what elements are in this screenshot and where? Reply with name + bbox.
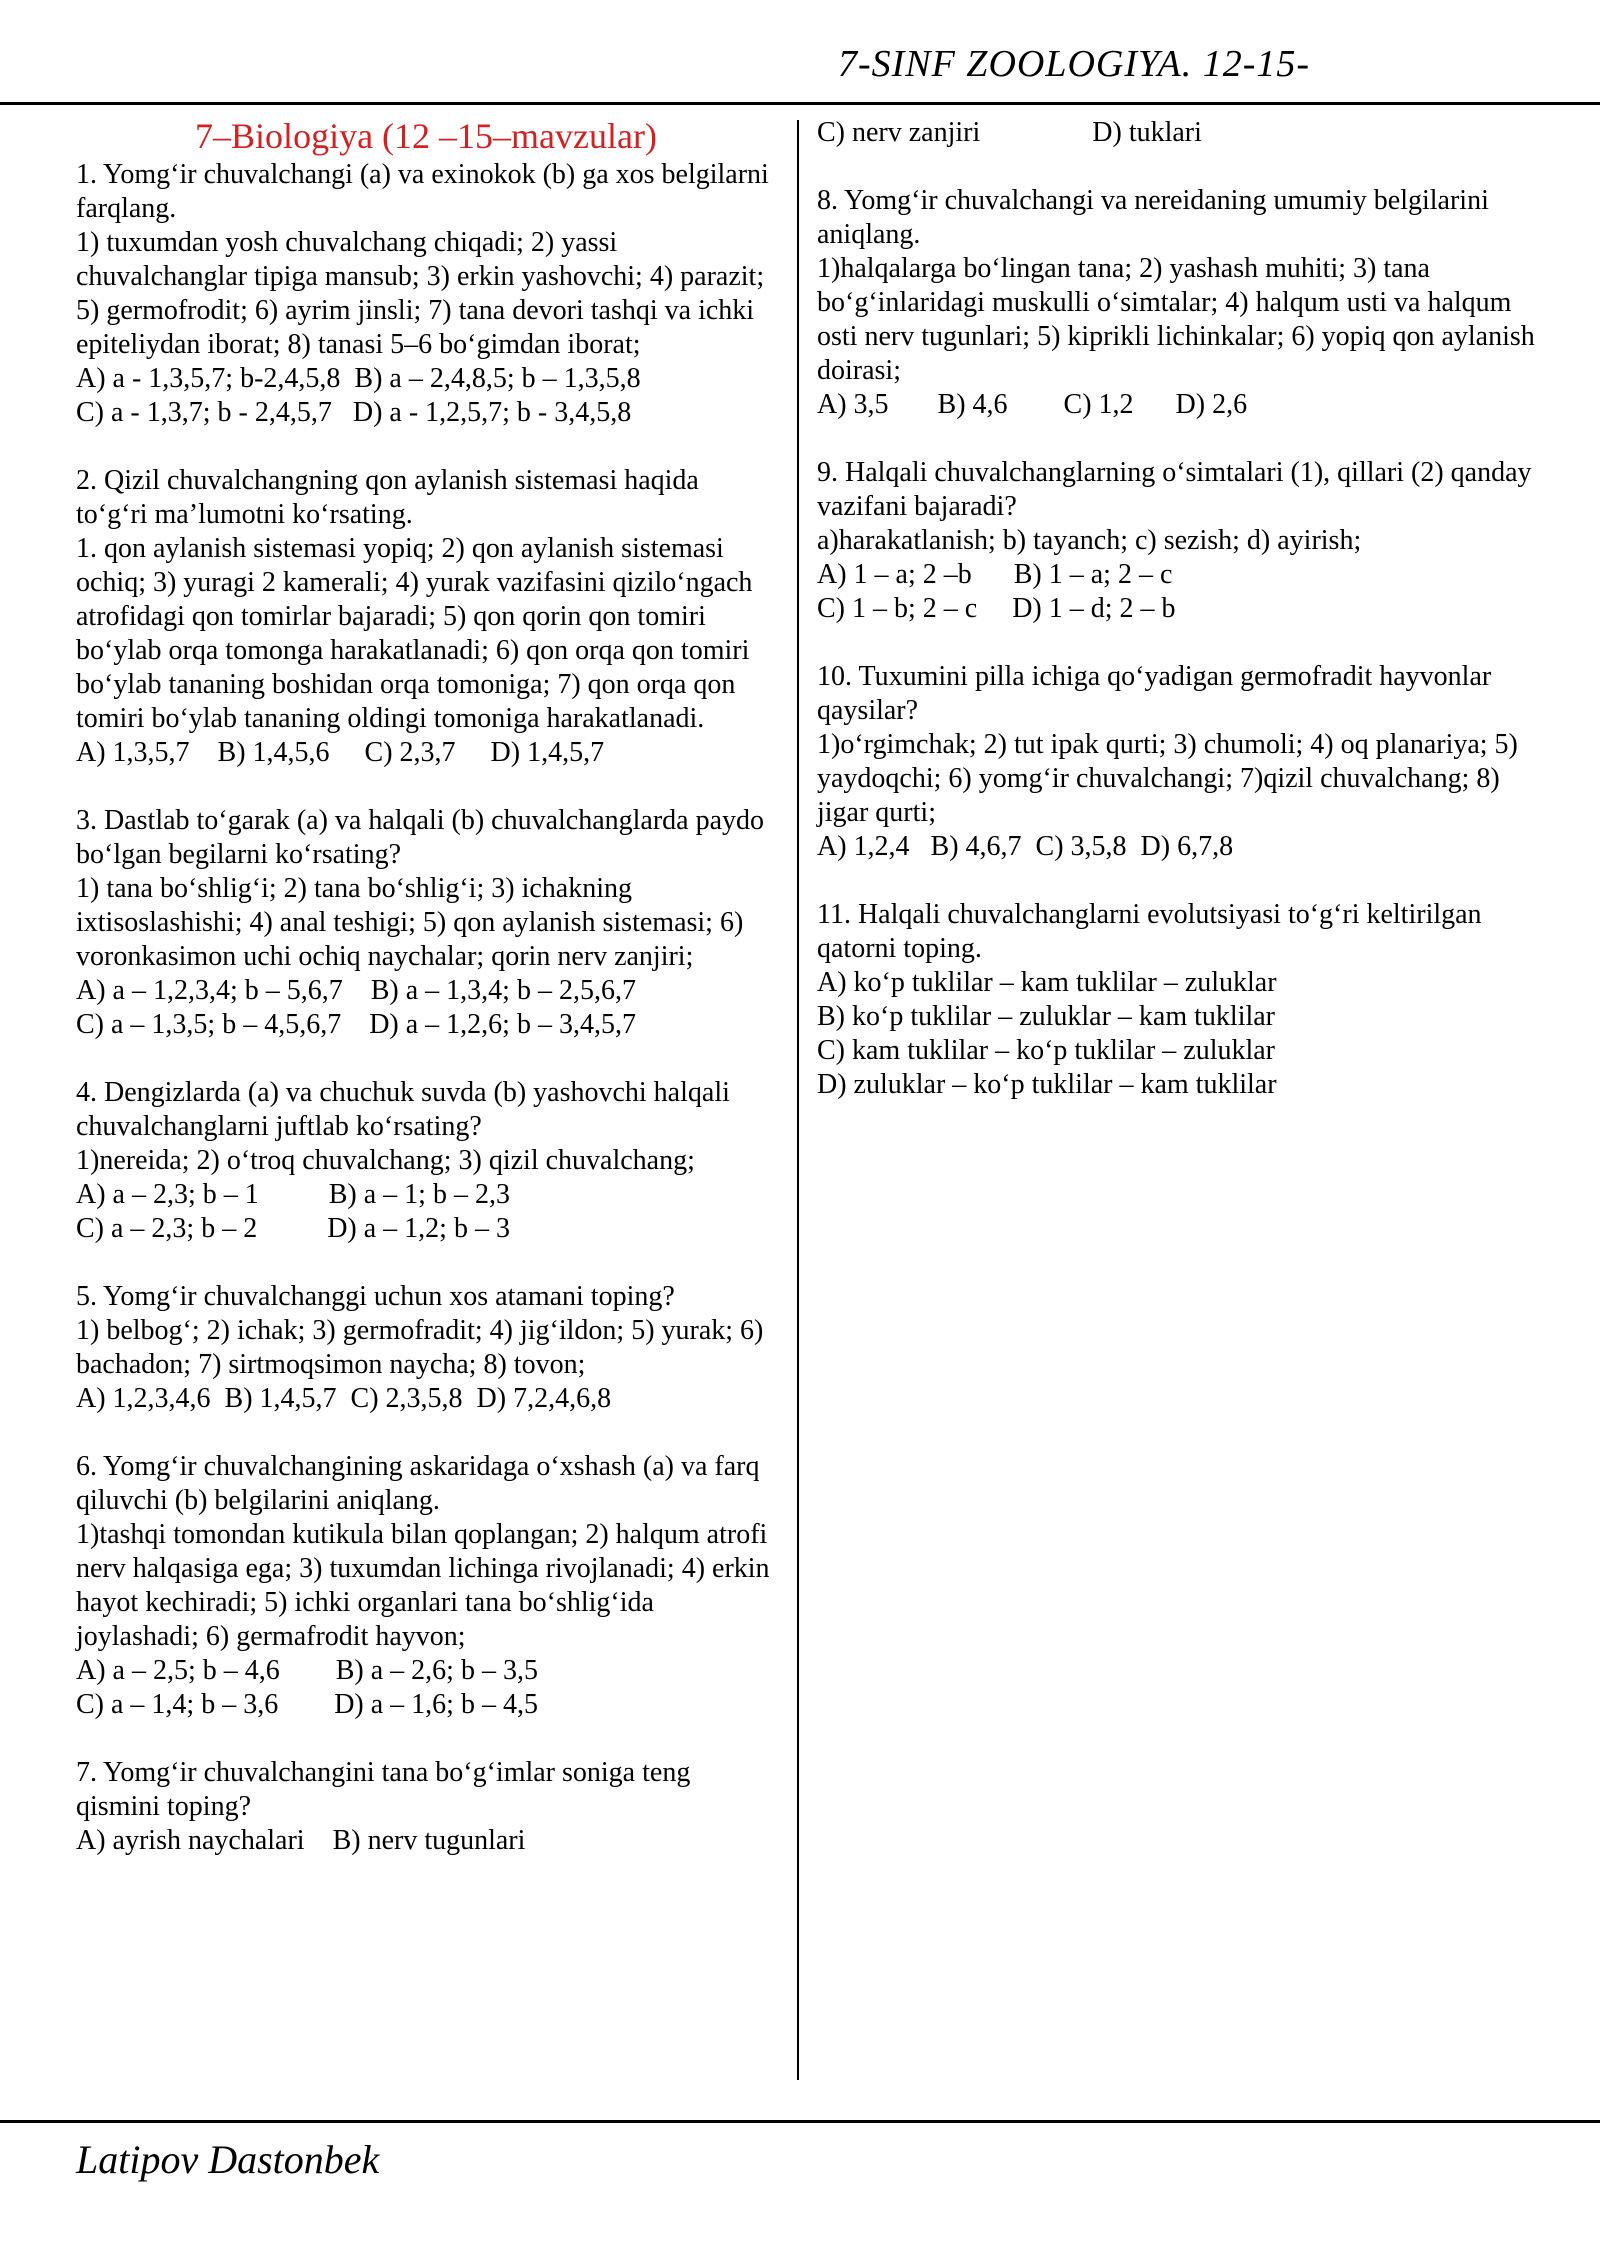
question-block bbox=[76, 464, 776, 770]
footer-rule bbox=[0, 2120, 1600, 2123]
question-items: 1) tana bo‘shlig‘i; 2) tana bo‘shlig‘i; 3) ichakning ixtisoslashishi; 4) anal teshigi; 5) qon aylanish sistemasi; 6) voronkasimon uchi ochiq naychalar; qorin nerv zanjiri; bbox=[76, 873, 744, 972]
footer-author: Latipov Dastonbek bbox=[76, 2137, 380, 2182]
answer-options: A) 3,5 B) 4,6 C) 1,2 D) 2,6 bbox=[817, 389, 1248, 420]
question-text: 8. Yomg‘ir chuvalchangi va nereidaning umumiy belgilarini aniqlang. bbox=[817, 185, 1489, 250]
left-question-list bbox=[76, 158, 776, 1858]
answer-options: A) 1,2,3,4,6 B) 1,4,5,7 C) 2,3,5,8 D) 7,2,4,6,8 bbox=[76, 1383, 612, 1414]
question-items: 1)halqalarga bo‘lingan tana; 2) yashash muhiti; 3) tana bo‘g‘inlaridagi muskulli o‘simtalar; 4) halqum usti va halqum osti nerv tugunlari; 5) kiprikli lichinkalar; 6) yopiq qon aylanish doirasi; bbox=[817, 253, 1535, 386]
column-divider bbox=[797, 120, 799, 2080]
answer-options: B) ko‘p tuklilar – zuluklar – kam tuklilar bbox=[817, 1001, 1276, 1032]
answer-options: A) ayrish naychalari B) nerv tugunlari bbox=[76, 1825, 526, 1856]
answer-options: C) 1 – b; 2 – c D) 1 – d; 2 – b bbox=[817, 593, 1176, 624]
question-block bbox=[76, 1450, 776, 1722]
question-block bbox=[817, 898, 1537, 1102]
answer-options: C) a – 2,3; b – 2 D) a – 1,2; b – 3 bbox=[76, 1213, 510, 1244]
question-items: 1) belbog‘; 2) ichak; 3) germofradit; 4) jig‘ildon; 5) yurak; 6) bachadon; 7) sirtmoqsimon naycha; 8) tovon; bbox=[76, 1315, 764, 1380]
question-items: a)harakatlanish; b) tayanch; c) sezish; d) ayirish; bbox=[817, 525, 1362, 556]
question-items: 1)nereida; 2) o‘troq chuvalchang; 3) qizil chuvalchang; bbox=[76, 1145, 695, 1176]
question-text: 11. Halqali chuvalchanglarni evolutsiyasi to‘g‘ri keltirilgan qatorni toping. bbox=[817, 899, 1482, 964]
question-text: 6. Yomg‘ir chuvalchangining askaridaga o‘xshash (a) va farq qiluvchi (b) belgilarini aniqlang. bbox=[76, 1451, 760, 1516]
answer-options: D) zuluklar – ko‘p tuklilar – kam tuklilar bbox=[817, 1069, 1277, 1100]
question-items: 1) tuxumdan yosh chuvalchang chiqadi; 2) yassi chuvalchanglar tipiga mansub; 3) erkin yashovchi; 4) parazit; 5) germofrodit; 6) ayrim jinsli; 7) tana devori tashqi va ichki epiteliydan iborat; 8) tanasi 5–6 bo‘gimdan iborat; bbox=[76, 227, 765, 360]
question-items: 1)o‘rgimchak; 2) tut ipak qurti; 3) chumoli; 4) oq planariya; 5) yaydoqchi; 6) yomg‘ir chuvalchangi; 7)qizil chuvalchang; 8) jigar qurti; bbox=[817, 729, 1518, 828]
answer-options: A) ko‘p tuklilar – kam tuklilar – zuluklar bbox=[817, 967, 1277, 998]
question-text: 10. Tuxumini pilla ichiga qo‘yadigan germofradit hayvonlar qaysilar? bbox=[817, 661, 1492, 726]
answer-options: C) a – 1,4; b – 3,6 D) a – 1,6; b – 4,5 bbox=[76, 1689, 538, 1720]
left-column bbox=[76, 116, 776, 1892]
header-rule bbox=[0, 102, 1600, 105]
question-items: 1)tashqi tomondan kutikula bilan qoplangan; 2) halqum atrofi nerv halqasiga ega; 3) tuxumdan lichinga rivojlanadi; 4) erkin hayot kechiradi; 5) ichki organlari tana bo‘shlig‘ida joylashadi; 6) germafrodit hayvon; bbox=[76, 1519, 770, 1652]
right-question-list bbox=[817, 116, 1537, 1102]
page-header-title: 7-SINF ZOOLOGIYA. 12-15- bbox=[837, 43, 1310, 85]
answer-options: A) a – 1,2,3,4; b – 5,6,7 B) a – 1,3,4; b – 2,5,6,7 bbox=[76, 975, 636, 1006]
question-text: 2. Qizil chuvalchangning qon aylanish sistemasi haqida to‘g‘ri ma’lumotni ko‘rsating. bbox=[76, 465, 699, 530]
question-block bbox=[76, 158, 776, 430]
question-text: 3. Dastlab to‘garak (a) va halqali (b) chuvalchanglarda paydo bo‘lgan begilarni ko‘rsating? bbox=[76, 805, 765, 870]
answer-options: A) a – 2,5; b – 4,6 B) a – 2,6; b – 3,5 bbox=[76, 1655, 538, 1686]
right-column bbox=[817, 116, 1537, 1136]
question-block bbox=[76, 1076, 776, 1246]
question-block bbox=[817, 456, 1537, 626]
question-text: 4. Dengizlarda (a) va chuchuk suvda (b) yashovchi halqali chuvalchanglarni juftlab ko‘rsating? bbox=[76, 1077, 730, 1142]
answer-options: C) kam tuklilar – ko‘p tuklilar – zuluklar bbox=[817, 1035, 1276, 1066]
question-block bbox=[817, 184, 1537, 422]
question-block bbox=[76, 804, 776, 1042]
question-block bbox=[817, 116, 1537, 150]
answer-options: C) nerv zanjiri D) tuklari bbox=[817, 117, 1202, 148]
question-text: 7. Yomg‘ir chuvalchangini tana bo‘g‘imlar soniga teng qismini toping? bbox=[76, 1757, 691, 1822]
document-title: 7–Biologiya (12 –15–mavzular) bbox=[195, 116, 657, 156]
question-block bbox=[817, 660, 1537, 864]
question-text: 5. Yomg‘ir chuvalchanggi uchun xos atamani toping? bbox=[76, 1281, 675, 1312]
answer-options: A) a - 1,3,5,7; b-2,4,5,8 B) a – 2,4,8,5; b – 1,3,5,8 bbox=[76, 363, 641, 394]
question-text: 9. Halqali chuvalchanglarning o‘simtalari (1), qillari (2) qanday vazifani bajaradi? bbox=[817, 457, 1532, 522]
question-block bbox=[76, 1756, 776, 1858]
question-block bbox=[76, 1280, 776, 1416]
answer-options: C) a – 1,3,5; b – 4,5,6,7 D) a – 1,2,6; b – 3,4,5,7 bbox=[76, 1009, 636, 1040]
answer-options: A) 1,3,5,7 B) 1,4,5,6 C) 2,3,7 D) 1,4,5,7 bbox=[76, 737, 605, 768]
question-text: 1. Yomg‘ir chuvalchangi (a) va exinokok (b) ga xos belgilarni farqlang. bbox=[76, 159, 769, 224]
answer-options: A) 1,2,4 B) 4,6,7 C) 3,5,8 D) 6,7,8 bbox=[817, 831, 1234, 862]
answer-options: A) a – 2,3; b – 1 B) a – 1; b – 2,3 bbox=[76, 1179, 510, 1210]
answer-options: A) 1 – a; 2 –b B) 1 – a; 2 – c bbox=[817, 559, 1173, 590]
question-items: 1. qon aylanish sistemasi yopiq; 2) qon aylanish sistemasi ochiq; 3) yuragi 2 kamerali; 4) yurak vazifasini qizilo‘ngach atrofidagi qon tomirlar bajaradi; 5) qon qorin qon tomiri bo‘ylab orqa tomonga harakatlanadi; 6) qon orqa qon tomiri bo‘ylab tananing boshidan orqa tomoniga; 7) qon orqa qon tomiri bo‘ylab tananing oldingi tomoniga harakatlanadi. bbox=[76, 533, 753, 734]
answer-options: C) a - 1,3,7; b - 2,4,5,7 D) a - 1,2,5,7; b - 3,4,5,8 bbox=[76, 397, 632, 428]
